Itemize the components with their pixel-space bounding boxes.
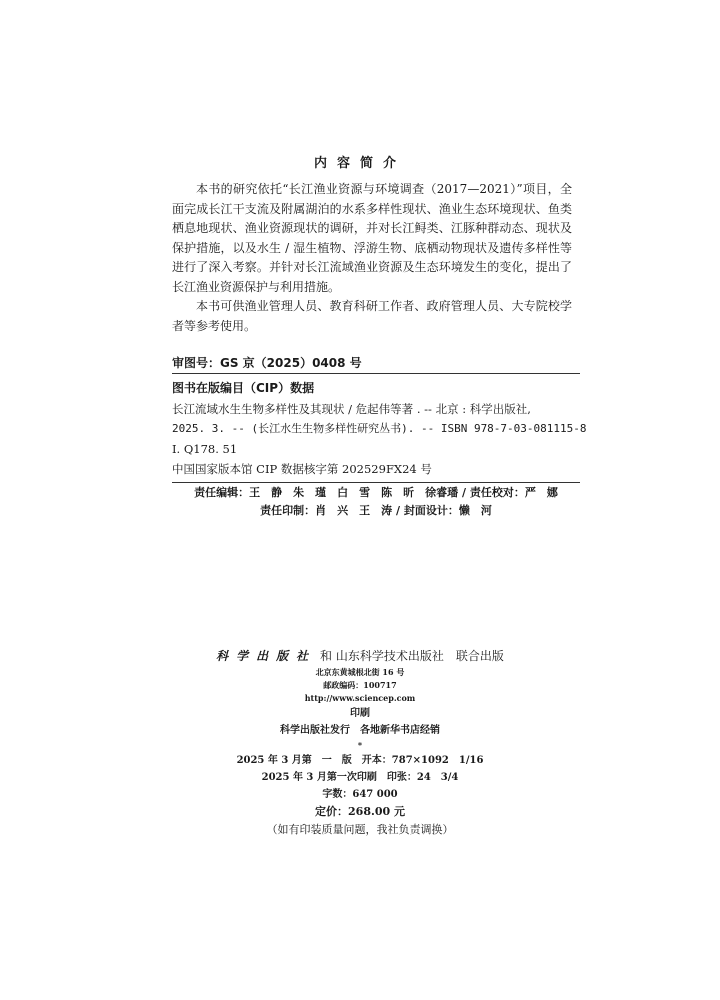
quality-notice: （如有印装质量问题，我社负责调换）	[266, 823, 454, 836]
cip-line: 长江流域水生生物多样性及其现状 / 危起伟等著 . -- 北京 : 科学出版社,	[172, 402, 531, 416]
divider	[172, 482, 580, 483]
cip-line: 中国国家版本馆 CIP 数据核字第 202529FX24 号	[172, 462, 432, 476]
distribution: 科学出版社发行 各地新华书店经销	[280, 725, 440, 736]
credits-line: 责任印制：肖 兴 王 涛 / 封面设计：懒 河	[260, 504, 492, 517]
cip-line: Ⅰ. Q178. 51	[172, 442, 238, 456]
intro-paragraph-2	[172, 297, 572, 336]
intro-line: 样性等进行了深入考察。并针对长江流域渔业资源及生态环境发生的变化，	[172, 240, 572, 274]
publisher-postcode: 邮政编码：100717	[323, 680, 397, 690]
intro-line: 提出了长江渔业资源保护与利用措施。	[172, 260, 572, 294]
publisher-address: 北京东黄城根北街 16 号	[315, 667, 405, 677]
intro-section	[172, 180, 572, 336]
credits-line: 责任编辑：王 静 朱 瑾 白 雪 陈 昕 徐睿璠 / 责任校对：严 娜	[194, 486, 558, 499]
publisher-name	[0, 646, 720, 666]
cip-heading: 图书在版编目（CIP）数据	[172, 381, 315, 395]
divider	[172, 373, 580, 374]
co-publisher: 和 山东科学技术出版社 联合出版	[320, 649, 504, 663]
edition-info: 2025 年 3 月第 一 版 开本：787×1092 1/16	[236, 755, 484, 766]
intro-line: 学者等参考使用。	[172, 299, 572, 333]
printer: 印刷	[350, 708, 370, 719]
word-count: 字数：647 000	[322, 789, 398, 800]
credits-block	[172, 484, 580, 520]
separator-star: *	[357, 740, 363, 750]
publisher-block	[0, 646, 720, 839]
intro-line: 面完成长江干支流及附属湖泊的水系多样性现状、渔业生态环境现状、鱼	[172, 201, 560, 216]
printing-info: 2025 年 3 月第一次印刷 印张：24 3/4	[261, 772, 459, 783]
cip-line: 2025. 3. -- (长江水生生物多样性研究丛书). -- ISBN 978-7-03-081115-8	[172, 422, 587, 435]
intro-line: 状及保护措施，以及水生 / 湿生植物、浮游生物、底栖动物现状及遗传多	[172, 221, 572, 255]
intro-line: 本书的研究依托“长江渔业资源与环境调查（2017—2021）”项目，全	[196, 182, 572, 196]
intro-line: 类栖息地现状、渔业资源现状的调研，并对长江鲟类、江豚种群动态、现	[172, 201, 572, 235]
cip-block	[172, 399, 587, 479]
intro-paragraph-1	[172, 180, 572, 297]
page-title: 内容简介	[313, 156, 406, 171]
intro-line: 本书可供渔业管理人员、教育科研工作者、政府管理人员、大专院校	[196, 299, 560, 313]
publisher-website: http://www.sciencep.com	[304, 693, 416, 703]
map-approval-number: 审图号：GS 京（2025）0408 号	[172, 356, 362, 370]
publisher-logo-text: 科学出版社	[216, 649, 317, 663]
price: 定价：268.00 元	[315, 805, 405, 818]
